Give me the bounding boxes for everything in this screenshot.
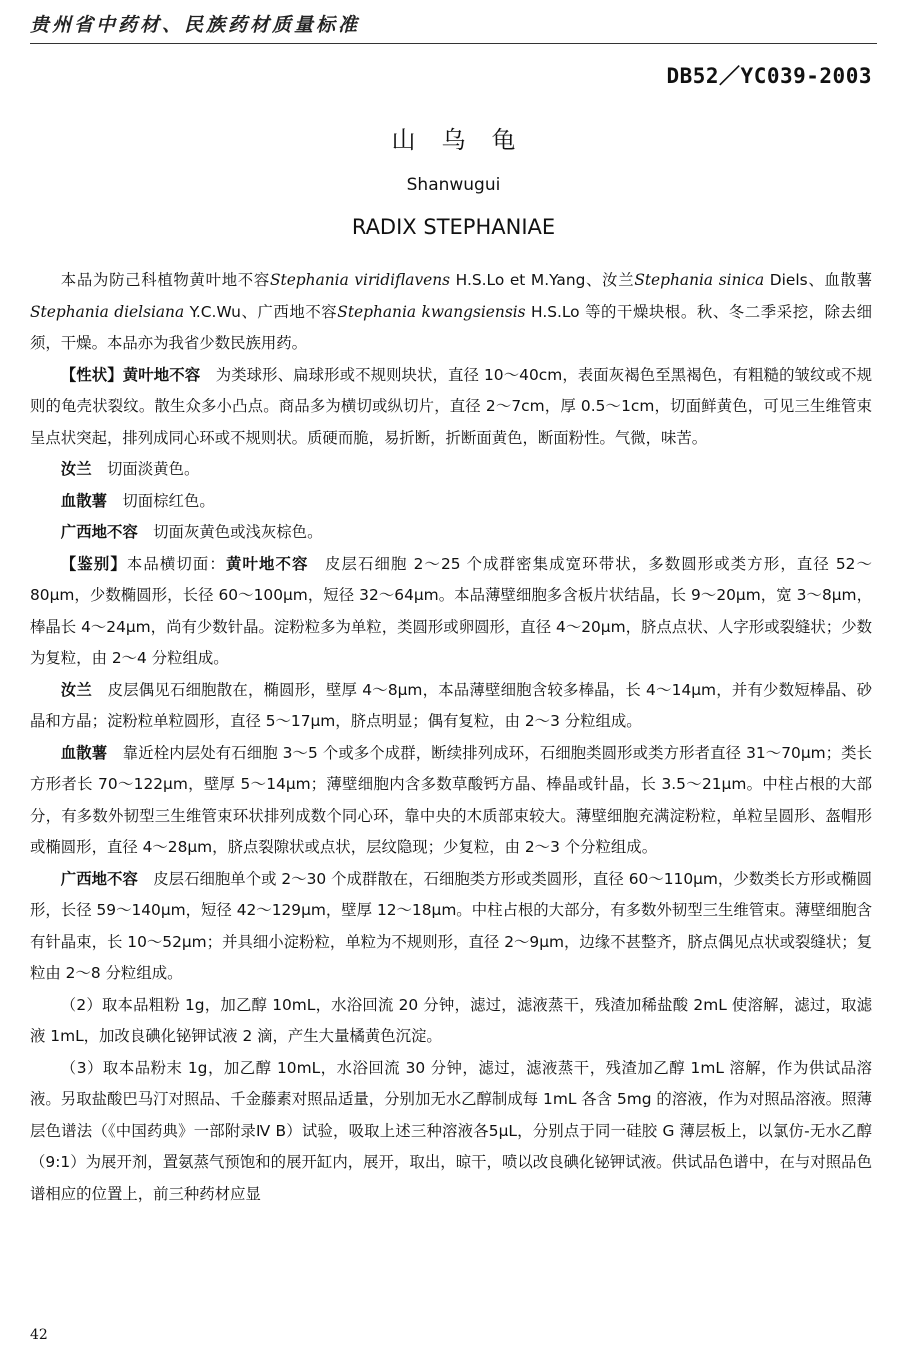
characters-species-paragraph (30, 454, 872, 486)
species-name: 汝兰 (60, 680, 92, 699)
running-header: 贵州省中药材、民族药材质量标准 (30, 14, 361, 36)
intro-text: H.S.Lo 等的干燥块根。秋、冬二季采挖，除去细须，干燥。本品亦为我省少数民族用药。 (30, 302, 872, 352)
section-label: 【性状】 (60, 365, 123, 384)
section-text: 本品横切面： (126, 554, 226, 573)
latin-name: Stephania sinica (634, 271, 765, 289)
species-name: 黄叶地不容 (225, 554, 309, 573)
intro-text: Y.C.Wu、广西地不容 (184, 302, 338, 321)
standard-code: DB52／YC039-2003 (666, 64, 872, 88)
identification-species-paragraph (30, 675, 872, 738)
test-3-paragraph: （3）取本品粉末 1g，加乙醇 10mL，水浴回流 30 分钟，滤过，滤液蒸干，残渣加乙醇 1mL 溶解，作为供试品溶液。另取盐酸巴马汀对照品、千金藤素对照品适量，分别加无水乙醇制成每 1mL 各含 5mg 的溶液，作为对照品溶液。照薄层色谱法（《中国药典》一部附录Ⅳ B）试验，吸取上述三种溶液各5μL，分别点于同一硅胶 G 薄层板上，以氯仿-无水乙醇（9:1）为展开剂，置氨蒸气预饱和的展开缸内，展开，取出，晾干，喷以改良碘化铋钾试液。供试品色谱中，在与对照品色谱相应的位置上，前三种药材应显 (30, 1058, 872, 1203)
intro-text: Diels、血散薯 (764, 271, 872, 289)
characters-species-paragraph (30, 486, 872, 518)
title-latin: RADIX STEPHANIAE (351, 215, 556, 239)
characters-paragraph (30, 360, 872, 455)
section-text: 皮层石细胞单个或 2～30 个成群散在，石细胞类方形或类圆形，直径 60～110μm，少数类长方形或椭圆形，长径 59～140μm，短径 42～129μm，壁厚 12～18μm。中柱占根的大部分，有多数外韧型三生维管束。薄壁细胞含有针晶束，长 10～52μm；并具细小淀粉粒，单粒为不规则形，直径 2～9μm，边缘不甚整齐，脐点偶见点状或裂缝状；复粒由 2～8 分粒组成。 (30, 869, 872, 982)
section-text: 皮层偶见石细胞散在，椭圆形，壁厚 4～8μm，本品薄壁细胞含较多棒晶，长 4～14μm，并有少数短棒晶、砂晶和方晶；淀粉粒单粒圆形，直径 5～17μm，脐点明显；偶有复粒，由 2～3 分粒组成。 (30, 680, 872, 730)
species-name: 黄叶地不容 (122, 365, 201, 384)
identification-species-paragraph (30, 738, 872, 864)
test-2-paragraph: （2）取本品粗粉 1g，加乙醇 10mL，水浴回流 20 分钟，滤过，滤液蒸干，残渣加稀盐酸 2mL 使溶解，滤过，取滤液 1mL，加改良碘化铋钾试液 2 滴，产生大量橘黄色沉淀。 (30, 995, 872, 1045)
species-name: 广西地不容 (60, 869, 138, 888)
body-text (30, 265, 872, 1210)
species-name: 血散薯 (60, 743, 108, 762)
identification-paragraph (30, 549, 872, 675)
intro-paragraph (30, 265, 872, 360)
intro-text: H.S.Lo et M.Yang、汝兰 (450, 271, 635, 289)
species-name: 汝兰 (60, 460, 92, 478)
header-rule (30, 43, 877, 44)
title-pinyin: Shanwugui (406, 175, 501, 195)
intro-text: 本品为防己科植物黄叶地不容 (60, 271, 270, 289)
section-text: 靠近栓内层处有石细胞 3～5 个或多个成群，断续排列成环，石细胞类圆形或类方形者直径 31～70μm；类长方形者长 70～122μm，壁厚 5～14μm；薄壁细胞内含多数草酸钙方晶、棒晶或针晶，长 3.5～21μm。中柱占根的大部分，有多数外韧型三生维管束环状排列成数个同心环，靠中央的木质部束较大。薄壁细胞充满淀粉粒，单粒呈圆形、盔帽形或椭圆形，直径 4～28μm，脐点裂隙状或点状，层纹隐现；少复粒，由 2～3 个分粒组成。 (30, 743, 872, 856)
section-label: 【鉴别】 (60, 554, 127, 573)
species-name: 广西地不容 (60, 523, 138, 541)
section-text: 皮层石细胞 2～25 个成群密集成宽环带状，多数圆形或类方形，直径 52～80μm，少数椭圆形，长径 60～100μm，短径 32～64μm。本品薄壁细胞多含板片状结晶，长 9～20μm，宽 3～8μm，棒晶长 4～24μm，尚有少数针晶。淀粉粒多为单粒，类圆形或卵圆形，直径 4～20μm，脐点点状、人字形或裂缝状；少数为复粒，由 2～4 分粒组成。 (30, 554, 872, 667)
section-text: 切面淡黄色。 (91, 460, 200, 478)
section-text: 切面灰黄色或浅灰棕色。 (137, 523, 323, 541)
latin-name: Stephania kwangsiensis (337, 302, 526, 321)
title-chinese: 山乌龟 (391, 126, 542, 154)
latin-name: Stephania viridiflavens (269, 271, 451, 289)
identification-species-paragraph (30, 864, 872, 990)
section-text: 切面棕红色。 (106, 491, 215, 510)
page-number: 42 (30, 1327, 48, 1343)
characters-species-paragraph (30, 517, 872, 549)
section-text: 为类球形、扁球形或不规则块状，直径 10～40cm，表面灰褐色至黑褐色，有粗糙的皱纹或不规则的龟壳状裂纹。散生众多小凸点。商品多为横切或纵切片，直径 2～7cm，厚 0.5～1cm，切面鲜黄色，可见三生维管束呈点状突起，排列成同心环或不规则状。质硬而脆，易折断，折断面黄色，断面粉性。气微，味苦。 (30, 365, 872, 447)
latin-name: Stephania dielsiana (30, 302, 185, 321)
species-name: 血散薯 (60, 491, 107, 510)
